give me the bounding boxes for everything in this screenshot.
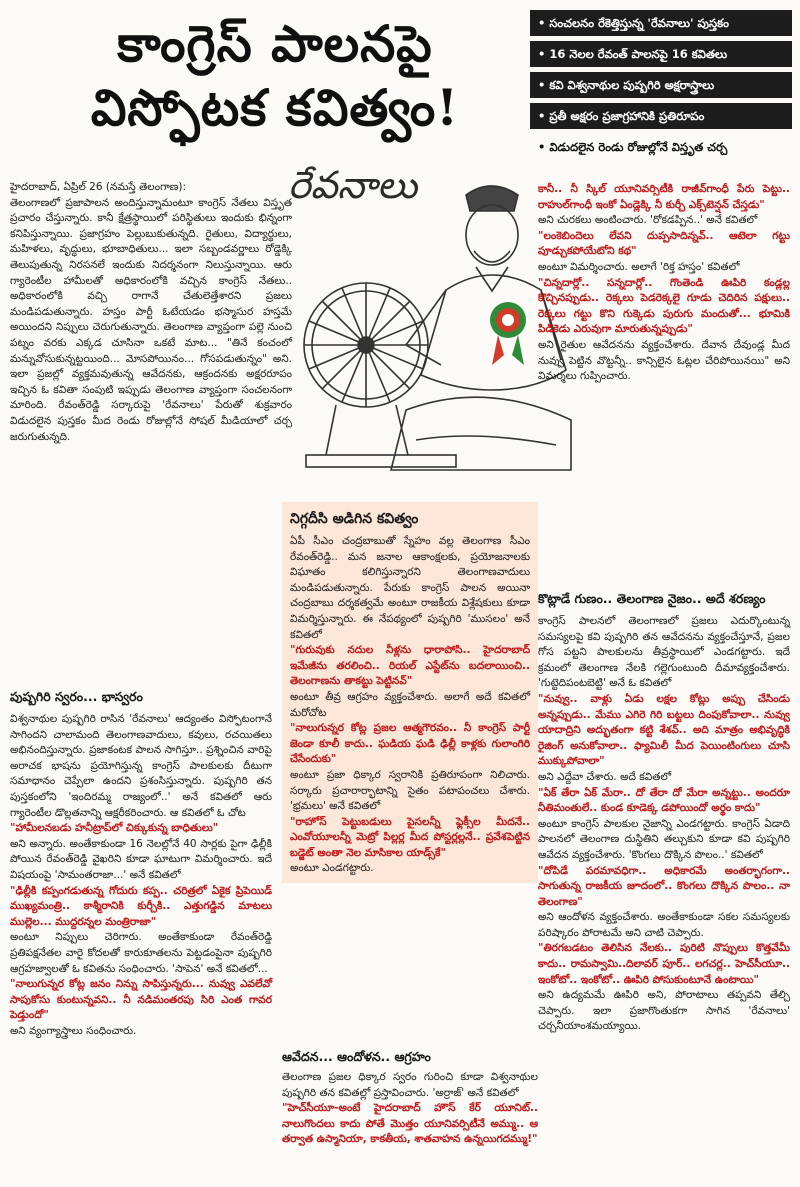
paragraph: అంటూ నిప్పులు చెరిగారు. అంతేకాకుండా రేవంత్‌రెడ్డి ప్రతిపక్షనేతల వారై కోదలతో కారుకూతలను పెట్టడంపైనా పుష్పగిరి ఆగ్రహజ్వాలతో ఓ కవితను సంధించారు. 'సాపెన' అనే కవితలో... bbox=[10, 931, 272, 975]
quote: "నాలుగున్నర కోట్ల ప్రజల ఆత్మగౌరవం.. నీ కాంగ్రెస్ పార్టీ జెండా కూలీ కాదు.. ఘడియ ఘడి ఢిల్లీ కాళ్లకు గులాంగిరి చేసేందుకు" bbox=[290, 722, 530, 766]
quote: "గురువుకు నదుల నీళ్లను ధారాపోసి.. హైదరాబాద్ ఇమేజీను తరలించి.. రియల్ ఎస్టేట్‌ను బదలాయించి.. తెలంగాణను తాకట్టు పెట్టినవ్" bbox=[290, 644, 530, 688]
highlight-item: • కవి విశ్వనాథుల పుష్పగిరి అక్షరాస్త్రాలు bbox=[530, 72, 792, 98]
subheading: కొట్లాడే గుణం.. తెలంగాణ నైజం.. అదే శరణ్యం bbox=[538, 591, 766, 606]
paragraph: అని అన్నారు. అంతేకాకుండా 16 నెలల్లోనే 40 సార్లకు పైగా ఢిల్లీకి పోయిన రేవంత్‌రెడ్డి వైఖరిని కూడా ఘాటుగా విమర్శించారు. ఇదే విషయంపై 'సామంతరాజా...' అనే కవితలో bbox=[10, 837, 272, 881]
paragraph: అని ఆందోళన వ్యక్తంచేశారు. అంతేకాకుండా సకల సమస్యలకు పరిష్కారం పోరాటమే అని చాటి చెప్పారు. bbox=[538, 911, 790, 939]
quote: "దోపిడే పరమావధిగా.. అధికారమే అంతర్భాగంగా.. సాగుతున్న రాజకీయ జూదంలో.. కొంగలు దొక్కిన పొలం.. నా తెలంగాణ" bbox=[538, 864, 790, 908]
paragraph: అని ఎద్దేవా చేశారు. అదే కవితలో bbox=[538, 770, 672, 783]
article-continuation bbox=[538, 182, 790, 385]
paragraph: అని చురకలు అంటించారు. 'రోకడప్పిన..' అనే కవితలో bbox=[538, 214, 758, 227]
quote: "రాహోస్ పెట్టుబడులు పైసలన్నీ ఫ్లెక్సీల మీదనే.. ఎంవోయూలన్నీ మెట్రో పిల్లర్ల మీద పోస్టర్లల్లనే.. ప్రవేశపెట్టిన బడ్జెట్ అంతా నెల మాసికాల యాడ్స్‌కే" bbox=[290, 815, 530, 859]
quote: "హెచ్‌సీయూ-అంటే హైదరాబాద్ హౌస్ కేర్ యూనిట్.. నాలుగొందలు కాదు పోతే మొత్తం యూనివర్సిటీనే అమ్ము.. ఆ తర్వాత ఉస్మానియా, కాకతీయ, శాతవాహన ఉన్నయిగదమ్ము!" bbox=[282, 1102, 538, 1146]
book-logo: రేవనాలు bbox=[288, 163, 418, 207]
dateline: హైదరాబాద్, ఏప్రిల్ 26 (నమస్తే తెలంగాణ): bbox=[10, 181, 187, 193]
paragraph: ఏపీ సీఎం చంద్రబాబుతో స్నేహం వల్ల తెలంగాణ సీఎం రేవంత్‌రెడ్డి.. మన జనాల ఆకాంక్షలకు, ప్రయోజనాలకు విఘాతం కలిగిస్తున్నారని తెలంగాణవాదులు మండిపడుతున్నారు. పేరుకు కాంగ్రెస్ పాలన అయినా చంద్రబాబు దర్శకత్వమే అంటూ రాజకీయ విశ్లేషకులు కూడా విమర్శిస్తున్నారు. ఈ నేపథ్యంలో పుష్పగిరి 'ముసలం' అనే కవితలో bbox=[290, 535, 530, 641]
highlight-item: • 16 నెలల రేవంత్ పాలనపై 16 కవితలు bbox=[530, 41, 792, 67]
subheading: ఆవేదన... ఆందోళన.. ఆగ్రహం bbox=[282, 1049, 431, 1064]
paragraph: అని వ్యంగ్యాస్త్రాలు సంధించారు. bbox=[10, 1024, 137, 1037]
article-section-2 bbox=[282, 1048, 538, 1148]
article-section-3 bbox=[538, 590, 790, 1035]
paragraph: అంటూ విమర్శించారు. అలాగే 'రిక్త హస్తం' కవితలో bbox=[538, 260, 740, 273]
paragraph: తెలంగాణ ప్రజల ధిక్కార స్వరం గురించి కూడా విశ్వనాథుల పుష్పగిరి తన కవితల్లో ప్రస్తావించారు. 'అర్రాజ్' అనే కవితలో bbox=[282, 1071, 538, 1099]
highlights-list bbox=[530, 10, 792, 165]
intro-paragraph: తెలంగాణలో ప్రజాపాలన అందిస్తున్నామంటూ కాంగ్రెస్ నేతలు విస్తృత ప్రచారం చేస్తున్నారు. కానీ క్షేత్రస్థాయిలో పరిస్థితులు ఇందుకు భిన్నంగా కనిపిస్తున్నాయి. ప్రజాగ్రహం పెల్లుబుకుతున్నది. రైతులు, విద్యార్థులు, మహిళలు, వృద్ధులు, భూబాధితులు... ఇలా సబ్బండవర్ణాలు రోడ్డెక్కి తెలుపుతున్న నిరసనలే ఇందుకు నిదర్శనంగా నిలుస్తున్నాయి. ఆరు గ్యారెంటీల హామీలతో అధికారంలోకి వచ్చిన కాంగ్రెస్ నేతలు.. అధికారంలోకి వచ్చి రాగానే చేతులెత్తేశారని ప్రజలు మండిపడుతున్నారు. హస్తం పార్టీ ఓటేయడం భస్మాసుర హస్తమే అయిందని నిప్పులు చెరుగుతున్నారు. తెలంగాణ వ్యాప్తంగా పల్లె నుంచి పట్నం వరకు ఎక్కడ చూసినా ఒకటే మాట... "తినే కంచంలో మన్నువోసుకున్నట్టయింది... మోసపోయినం... గోసపడుతున్నం" అని. ఇలా ప్రజల్లో వ్యక్తమవుతున్న ఆవేదనకు, ఆక్రందనకు అక్షరరూపం ఇచ్చిన ఓ కవితా సంపుటి ఇప్పుడు తెలంగాణ వ్యాప్తంగా సంచలనంగా మారింది. రేవంత్‌రెడ్డి సర్కారుపై 'రేవనాలు' పేరుతో శుక్రవారం విడుదలైన పుస్తకం మీద రెండు రోజుల్లోనే సోషల్ మీడియాలో చర్చ జరుగుతున్నది. bbox=[10, 196, 292, 443]
highlight-item: • సంచలనం రేకెత్తిస్తున్న 'రేవనాలు' పుస్తకం bbox=[530, 10, 792, 36]
paragraph: అంటూ కాంగ్రెస్ పాలకుల నైజాన్ని ఎండగట్టారు. కాంగ్రెస్ ఏడాది పాలనలో తెలంగాణ దుస్థితిని తల్చుకుని కూడా కవి పుష్పగిరి ఆవేదన వ్యక్తంచేశారు. 'కొంగలు దొక్కిన పొలం..' కవితలో bbox=[538, 817, 790, 861]
quote: "తిరగబడటం తెలిసిన నేలకు.. పురిటి నొప్పులు కొత్తవేమీ కాదు.. రామస్వామి..దిలావర్ పూర్.. లగచర్ల.. హెచ్‌సీయూ.. ఇంకోటో.. ఇంకోటో.. ఊపిరి పోసుకుంటూనే ఉంటాయి" bbox=[538, 942, 790, 986]
box-title: నిగ్గదీసి అడిగిన కవిత్వం bbox=[290, 511, 419, 527]
article-section-1 bbox=[10, 688, 272, 1039]
headline-line-1: కాంగ్రెస్ పాలనపై bbox=[117, 14, 433, 73]
headline bbox=[40, 12, 510, 140]
quote: "హామీలనబడు హనీట్రాప్‌లో చిక్కుకున్న బాధితులు" bbox=[10, 822, 219, 835]
paragraph: అంటూ ప్రజా ధిక్కార స్వరానికి ప్రతిరూపంగా నిలిచారు. సర్కారు ప్రచారార్భాటాన్ని సైతం పటాపంచలు చేశారు. 'భ్రమలు' అనే కవితలో bbox=[290, 768, 530, 813]
paragraph: అని ఉద్యమమే ఊపిరి అని, పోరాటాలు తప్పవని తేల్చి చెప్పారు. ఇలా ప్రజాగొంతుకగా సాగిన 'రేవనాలు' చర్చనీయాంశమయ్యాయి. bbox=[538, 989, 790, 1033]
paragraph: అని రైతుల ఆవేదనను వ్యక్తంచేశారు. దేవాన దేవుండ్ల మీద నువ్వు పెట్టిన వొట్టన్నీ.. కాన్సిలైన ఓట్లల చేరిపోయినయి" అని విమర్శలు గుప్పించారు. bbox=[538, 338, 790, 383]
quote: "ఏక్ తేరా ఏక్ మేరా.. దో తేరా దో మేరా అన్నట్టు.. అందరూ నీతిమంతులే.. కుండ కూడెక్క డపోయిందో అర్థం కాదు" bbox=[538, 786, 790, 815]
boxed-section bbox=[282, 502, 538, 883]
quote: "చిన్నదార్లో.. సన్నదార్లో.. గొంతెండి ఊపిరి కండ్లల్ల కొచ్చినప్పుడు.. రెక్కలు పెడరెక్కలై గూడు చెదిరిన పక్షులు.. రెక్కలు గట్టు కొని గుక్కెడు పురుగు మందుతో... భూమికి పిడికెడు ఎరువుగా మారుతున్నప్పుడు" bbox=[538, 276, 790, 336]
highlight-item: • విడుదలైన రెండు రోజుల్లోనే విస్తృత చర్చ bbox=[538, 140, 728, 154]
highlight-item: • ప్రతీ అక్షరం ప్రజాగ్రహానికి ప్రతిరూపం bbox=[530, 103, 792, 129]
quote: "ఢిల్లీకి కప్పంగడుతున్న గోదురు కప్ప.. చరిత్రలో ఏకైక ప్రిపెయిడ్ ముఖ్యమంత్రి.. కాశ్మీరానికి కుర్చీకి.. ఎత్తుగడ్డిన మాటలు ముల్లెల... ముద్దరన్నల మంత్రిరాజా" bbox=[10, 884, 272, 928]
article-intro bbox=[10, 180, 292, 445]
quote: కానీ.. నీ స్కిల్ యూనివర్సిటీకి రాజీవ్‌గాంధీ పేరు పెట్టు.. రాహుల్‌గాంధీ ఇంకో ఏండ్లెక్కి నీ కుర్చీ ఎక్స్‌టెన్షన్ చేస్తడు" bbox=[538, 183, 790, 211]
subheading: పుష్పగిరి స్వరం... భాస్వరం bbox=[10, 689, 143, 704]
quote: "నాలుగున్నర కోట్ల జనం నిన్ను సాపిస్తున్నరు... నువ్వు ఎవలేవో సాపుకోసు కుంటున్నవని.. నీ నడిమంతరపు సిరి ఎంత గావర పెడ్తుందో" bbox=[10, 978, 272, 1022]
spinning-wheel-illustration bbox=[288, 155, 574, 500]
paragraph: కాంగ్రెస్ పాలనలో తెలంగాణలో ప్రజలు ఎదుర్కొంటున్న సమస్యలపై కవి పుష్పగిరి తన ఆవేదనను వ్యక్తంచేస్తూనే, ప్రజల గోస పట్టని పాలకులను తీవ్రస్థాయిలో ఎండగట్టారు. ఇదే క్రమంలో తెలంగాణ నేలకి గల్లెగుంటుంది దీమావ్యక్తంచేశారు. 'గుట్టెదిపంటబెట్టి' అనే ఓ కవితలో bbox=[538, 615, 790, 690]
quote: "నువ్వు.. వాళ్లు ఏడు లక్షల కోట్లు అప్పు చేసిండు అన్నప్పుడు.. మేము ఎగిరె గిరి బట్టలు దింపుకోవాలా.. నువ్వు యాదాద్రిని అద్భుతంగా కట్టి శేశవ్.. అది మాత్రం అభివృద్ధికి రైజింగ్ అనుకోవాలా.. ఫ్యామిలీ మీద పెయింటింగులు చూసి ముక్కుపోవాలా" bbox=[538, 692, 790, 768]
paragraph: అంటూ ఎండగట్టారు. bbox=[290, 862, 374, 875]
paragraph: అంటూ తీవ్ర ఆగ్రహం వ్యక్తంచేశారు. అలాగే అదే కవితలో మరోచోట bbox=[290, 690, 530, 719]
headline-line-2: విస్ఫోటక కవిత్వం! bbox=[90, 78, 460, 137]
paragraph: విశ్వనాథుల పుష్పగిరి రాసిన 'రేవనాలు' ఆద్యంతం విస్ఫోటంగానే సాగిందని చాలామంది తెలంగాణవాదులు, కవులు, రచయితలు అభినందిస్తున్నారు. ప్రజాకంటక పాలన సాగిస్తూ.. ప్రశ్నించిన వారిపై అరాచక భాషను ప్రయోగిస్తున్న కాంగ్రెస్ పాలకులకు దీటుగా సమాధానం చెప్పేలా ఉందని ప్రశంసిస్తున్నారు. పుష్పగిరి తన పుస్తకంలోని 'ఇందిరమ్మ రాజ్యంలో..' అనే కవితలో ఆరు గ్యారెంటీల డొల్లతనాన్ని ఆక్షరీకరించారు. ఆ కవితలో ఓ చోట bbox=[10, 713, 272, 819]
quote: "లంకెబిందెలు లేవని దుప్పసాదిన్నవ్.. ఆటెలా గట్టు పూడ్చుకపోయేటోని కథ" bbox=[538, 229, 790, 258]
